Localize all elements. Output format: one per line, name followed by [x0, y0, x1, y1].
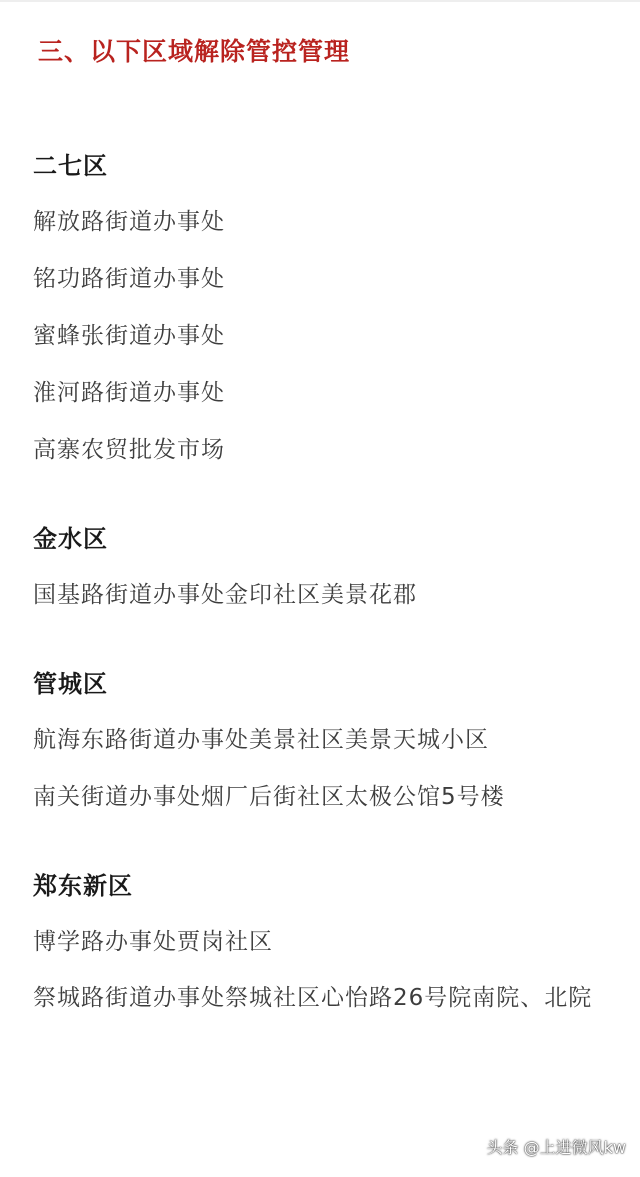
area-item: 铭功路街道办事处	[33, 266, 225, 292]
watermark: 头条 @上进微风kw	[486, 1138, 626, 1157]
area-item: 国基路街道办事处金印社区美景花郡	[33, 582, 417, 608]
area-item: 解放路街道办事处	[33, 209, 225, 235]
area-item: 蜜蜂张街道办事处	[33, 323, 225, 349]
district-title: 郑东新区	[33, 872, 133, 900]
area-item: 航海东路街道办事处美景社区美景天城小区	[33, 727, 489, 753]
district-section-guancheng	[33, 664, 633, 817]
area-item: 博学路办事处贾岗社区	[33, 929, 273, 955]
district-section-erqi	[33, 146, 633, 470]
area-list	[33, 922, 633, 1027]
area-item: 高寨农贸批发市场	[33, 437, 225, 463]
district-title: 二七区	[33, 152, 108, 180]
area-item: 淮河路街道办事处	[33, 380, 225, 406]
section-heading: 三、以下区域解除管控管理	[38, 37, 351, 66]
district-list	[33, 146, 633, 1076]
district-title: 管城区	[33, 670, 108, 698]
district-title: 金水区	[33, 525, 108, 553]
area-list	[33, 202, 633, 470]
district-section-jinshui	[33, 519, 633, 615]
district-section-zhengdong	[33, 866, 633, 1027]
area-item: 祭城路街道办事处祭城社区心怡路26号院南院、北院	[33, 985, 593, 1011]
top-divider	[0, 0, 640, 2]
area-list	[33, 575, 633, 615]
area-list	[33, 720, 633, 817]
area-item: 南关街道办事处烟厂后街社区太极公馆5号楼	[33, 784, 505, 810]
